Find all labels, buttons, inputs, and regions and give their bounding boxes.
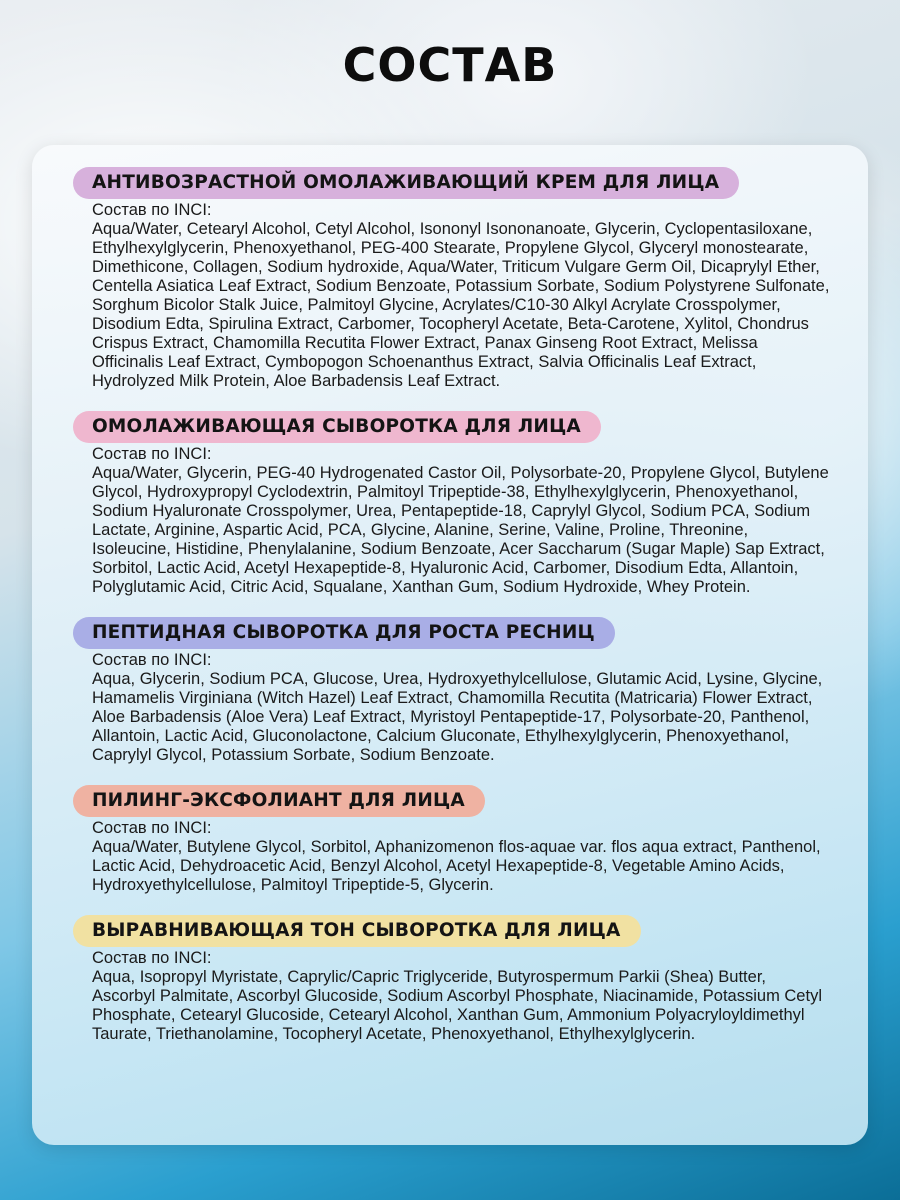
ingredients-text: Aqua, Glycerin, Sodium PCA, Glucose, Urea, Hydroxyethylcellulose, Glutamic Acid, Lysine, Glycine, Hamamelis Virginiana (Witch Hazel) Leaf Extract, Chamomilla Recutita (Matricaria) Flower Extract, Aloe Barbadensis (Aloe Vera) Leaf Extract, Myristoyl Pentapeptide-17, Polysorbate-20, Panthenol, Allantoin, Lactic Acid, Gluconolactone, Calcium Gluconate, Ethylhexylglycerin, Phenoxyethanol, Caprylyl Glycol, Potassium Sorbate, Sodium Benzoate. <box>92 670 823 764</box>
composition-panel <box>32 145 868 1145</box>
ingredients-text: Aqua/Water, Cetearyl Alcohol, Cetyl Alcohol, Isononyl Isononanoate, Glycerin, Cyclopentasiloxane, Ethylhexylglycerin, Phenoxyethanol, PEG-400 Stearate, Propylene Glycol, Glyceryl monostearate, Dimethicone, Collagen, Sodium hydroxide, Aqua/Water, Triticum Vulgare Germ Oil, Dicaprylyl Ether, Centella Asiatica Leaf Extract, Sodium Benzoate, Potassium Sorbate, Sodium Polystyrene Sulfonate, Sorghum Bicolor Stalk Juice, Palmitoyl Glycine, Acrylates/C10-30 Alkyl Acrylate Crosspolymer, Disodium Edta, Spirulina Extract, Carbomer, Tocopheryl Acetate, Beta-Carotene, Xylitol, Chondrus Crispus Extract, Chamomilla Recutita Flower Extract, Panax Ginseng Root Extract, Melissa Officinalis Leaf Extract, Cymbopogon Schoenanthus Extract, Salvia Officinalis Leaf Extract, Hydrolyzed Milk Protein, Aloe Barbadensis Leaf Extract. <box>92 220 830 390</box>
section-eyelash-serum <box>73 617 840 765</box>
inci-label: Состав по INCI: <box>92 651 212 669</box>
inci-label: Состав по INCI: <box>92 201 212 219</box>
ingredients-text: Aqua/Water, Butylene Glycol, Sorbitol, Aphanizomenon flos-aquae var. flos aqua extract, Panthenol, Lactic Acid, Dehydroacetic Acid, Benzyl Alcohol, Acetyl Hexapeptide-8, Vegetable Amino Acids, Hydroxyethylcellulose, Palmitoyl Tripeptide-5, Glycerin. <box>92 838 821 894</box>
ingredients-text: Aqua, Isopropyl Myristate, Caprylic/Capric Triglyceride, Butyrospermum Parkii (Shea) Butter, Ascorbyl Palmitate, Ascorbyl Glucoside, Sodium Ascorbyl Phosphate, Niacinamide, Potassium Cetyl Phosphate, Cetearyl Glucoside, Cetearyl Alcohol, Xanthan Gum, Ammonium Polyacryloyldimethyl Taurate, Triethanolamine, Tocopheryl Acetate, Phenoxyethanol, Ethylhexylglycerin. <box>92 968 822 1043</box>
section-tone-serum <box>73 915 840 1044</box>
section-heading: ПЕПТИДНАЯ СЫВОРОТКА ДЛЯ РОСТА РЕСНИЦ <box>73 617 615 649</box>
section-heading: АНТИВОЗРАСТНОЙ ОМОЛАЖИВАЮЩИЙ КРЕМ ДЛЯ ЛИЦА <box>73 167 739 199</box>
section-anti-age-cream <box>73 167 840 391</box>
section-heading: ПИЛИНГ-ЭКСФОЛИАНТ ДЛЯ ЛИЦА <box>73 785 485 817</box>
section-heading: ВЫРАВНИВАЮЩАЯ ТОН СЫВОРОТКА ДЛЯ ЛИЦА <box>73 915 641 947</box>
section-heading: ОМОЛАЖИВАЮЩАЯ СЫВОРОТКА ДЛЯ ЛИЦА <box>73 411 601 443</box>
inci-label: Состав по INCI: <box>92 445 212 463</box>
section-rejuvenating-serum <box>73 411 840 597</box>
inci-label: Состав по INCI: <box>92 819 212 837</box>
section-peeling-exfoliant <box>73 785 840 895</box>
ingredients-text: Aqua/Water, Glycerin, PEG-40 Hydrogenated Castor Oil, Polysorbate-20, Propylene Glycol, Butylene Glycol, Hydroxypropyl Cyclodextrin, Palmitoyl Tripeptide-38, Ethylhexylglycerin, Phenoxyethanol, Sodium Hyaluronate Crosspolymer, Urea, Pentapeptide-18, Caprylyl Glycol, Sodium PCA, Sodium Lactate, Arginine, Aspartic Acid, PCA, Glycine, Alanine, Serine, Valine, Proline, Threonine, Isoleucine, Histidine, Phenylalanine, Sodium Benzoate, Acer Saccharum (Sugar Maple) Sap Extract, Sorbitol, Lactic Acid, Acetyl Hexapeptide-8, Hyaluronic Acid, Carbomer, Disodium Edta, Allantoin, Polyglutamic Acid, Citric Acid, Squalane, Xanthan Gum, Sodium Hydroxide, Whey Protein. <box>92 464 829 596</box>
page-title: СОСТАВ <box>342 38 558 92</box>
inci-label: Состав по INCI: <box>92 949 212 967</box>
